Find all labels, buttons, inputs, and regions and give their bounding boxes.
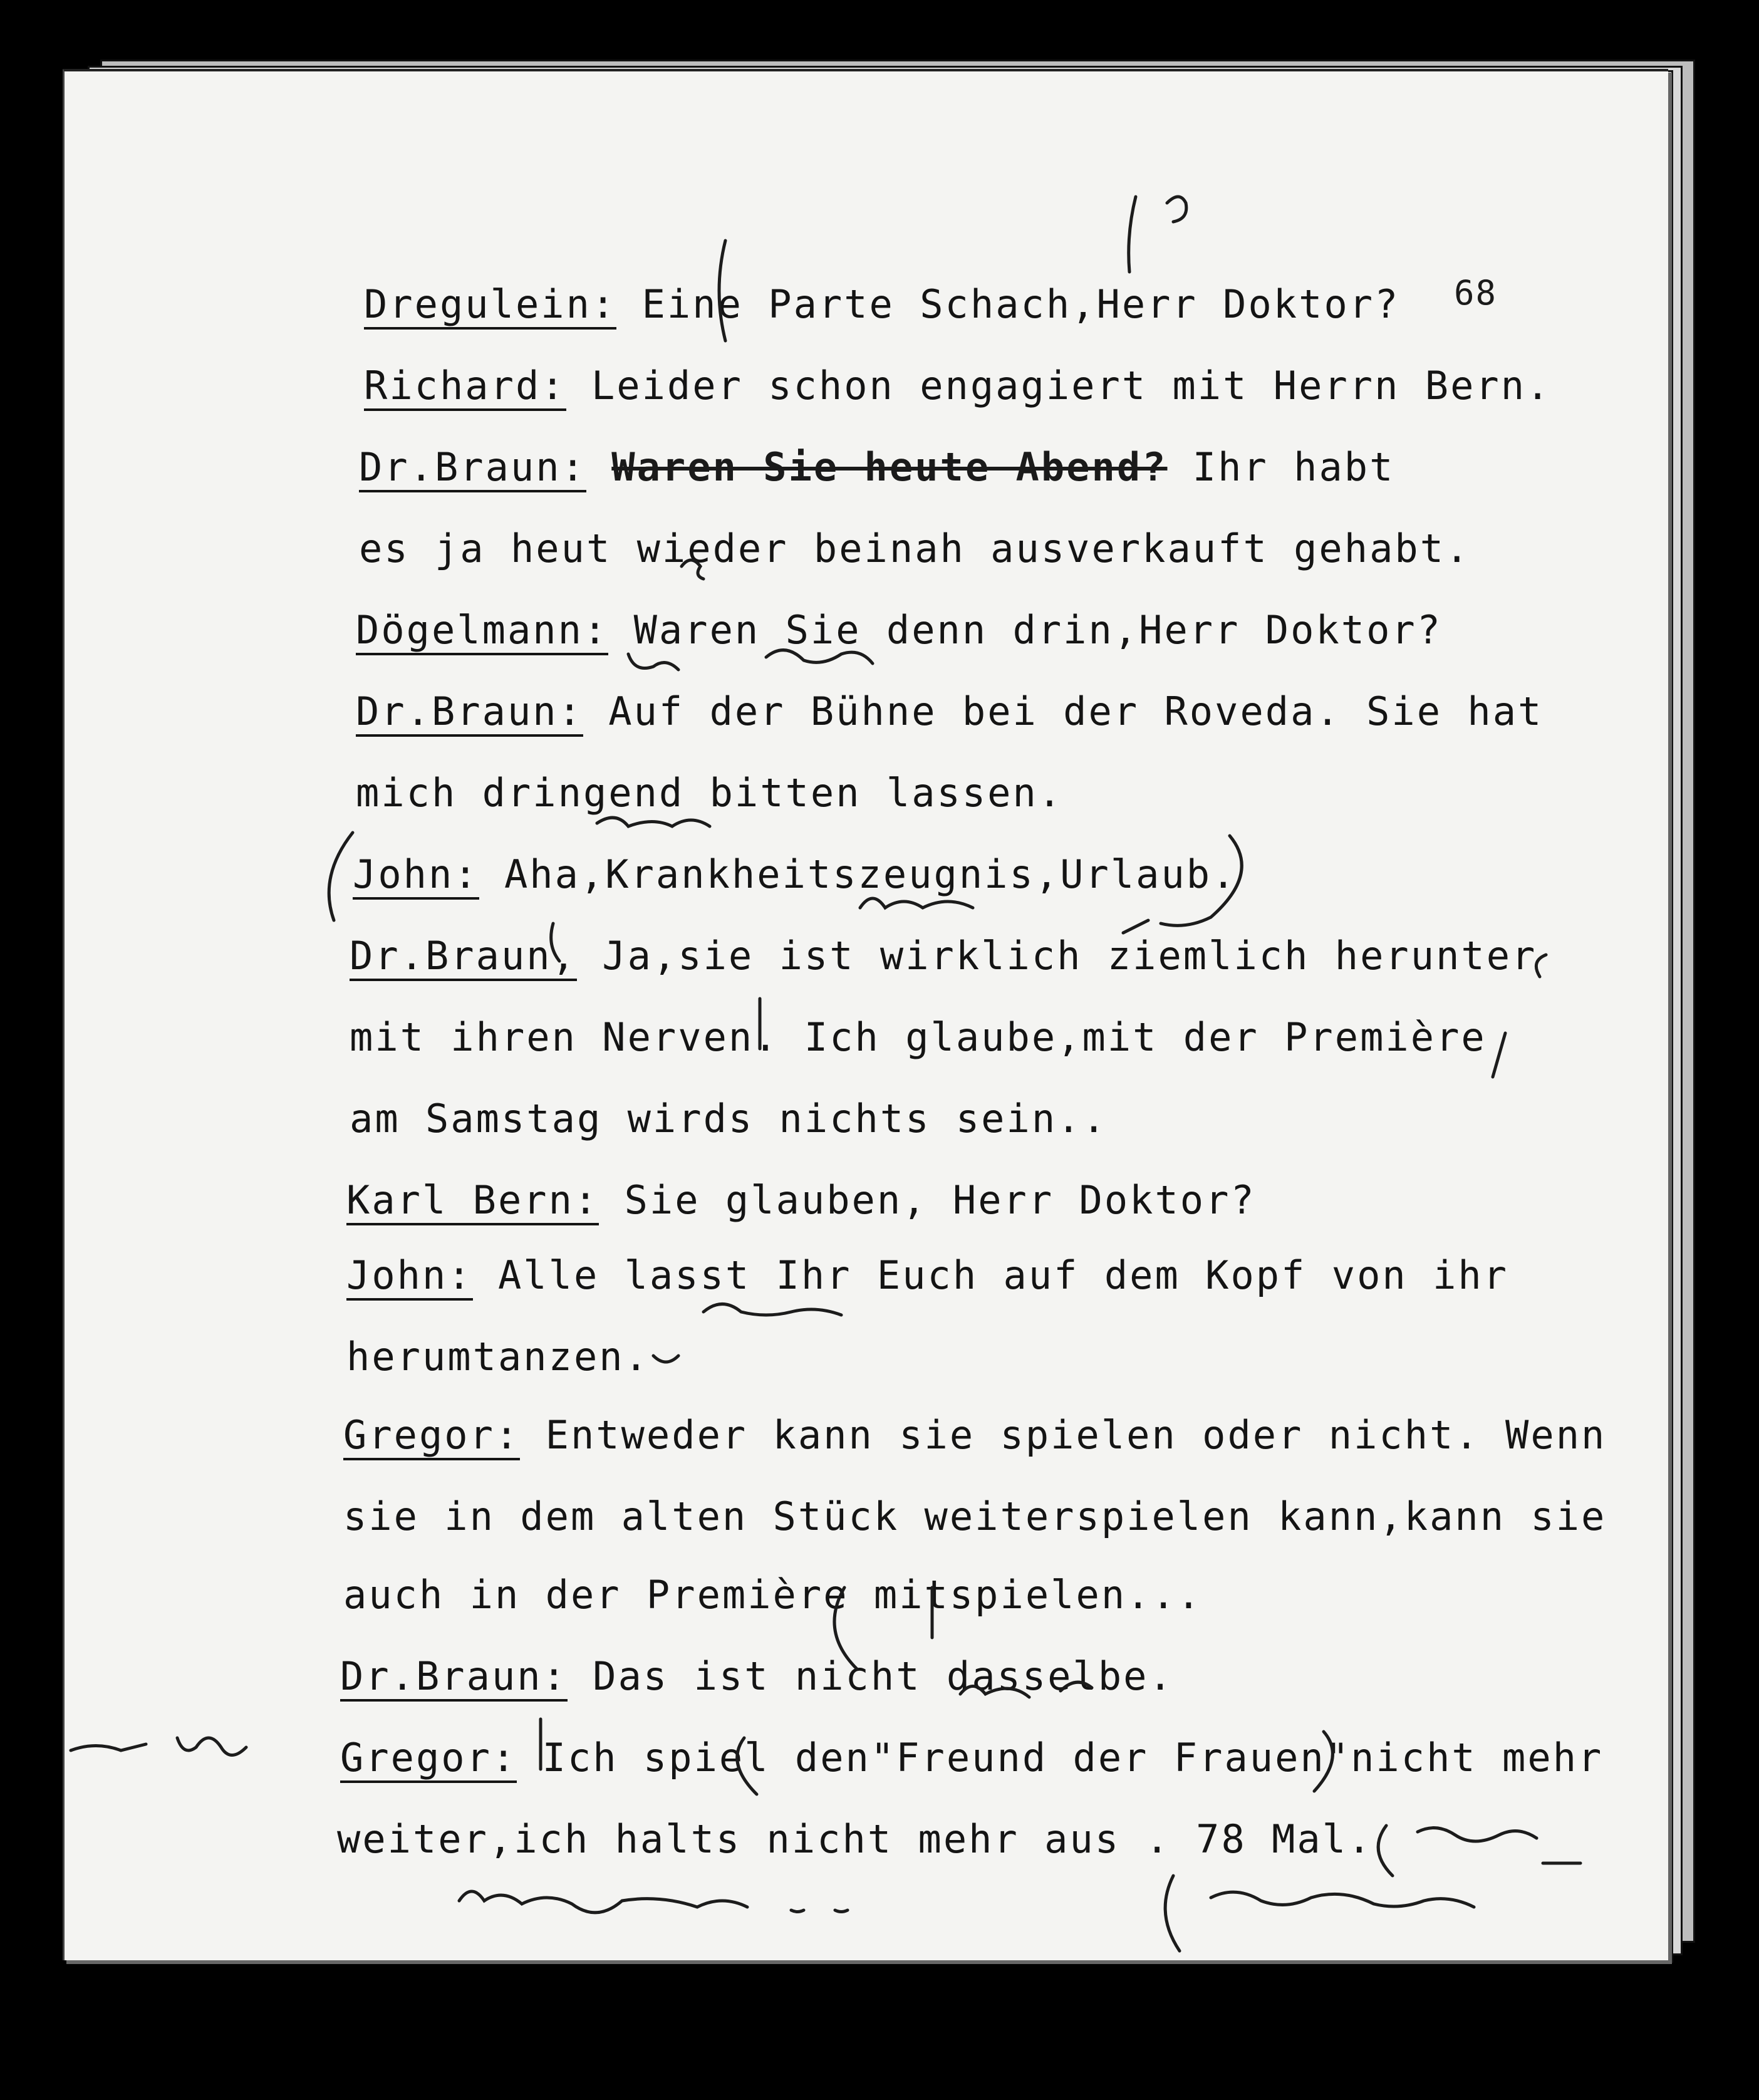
speaker-label: Dr.Braun: xyxy=(356,691,583,737)
line-text: Das ist nicht dasselbe. xyxy=(567,1653,1174,1699)
speaker-label: Dr.Braun, xyxy=(350,935,577,981)
speaker-label: Dregulein: xyxy=(364,284,616,330)
line-text: weiter,ich halts nicht mehr aus . 78 Mal. xyxy=(337,1816,1373,1862)
speaker-label: Karl Bern: xyxy=(346,1180,599,1225)
line-text: Entweder kann sie spielen oder nicht. Wenn xyxy=(520,1412,1607,1458)
line-text: herumtanzen. xyxy=(346,1334,650,1380)
line-text: Ich spiel den"Freund der Frauen"nicht mehr xyxy=(517,1735,1604,1780)
line-text: Aha,Krankheitszeugnis,Urlaub. xyxy=(479,851,1237,897)
line-text: Sie glauben, Herr Doktor? xyxy=(599,1177,1256,1223)
speaker-label: Gregor: xyxy=(340,1737,517,1783)
speaker-label: Dögelmann: xyxy=(356,610,608,655)
line-text: es ja heut wieder beinah ausverkauft gehabt. xyxy=(359,526,1471,571)
line-text: am Samstag wirds nichts sein.. xyxy=(350,1096,1108,1141)
line-text: mich dringend bitten lassen. xyxy=(356,770,1064,816)
line-text: Waren Sie denn drin,Herr Doktor? xyxy=(608,607,1443,653)
line-text: Auf der Bühne bei der Roveda. Sie hat xyxy=(583,689,1544,734)
line-text: Leider schon engagiert mit Herrn Bern. xyxy=(566,363,1552,408)
line-text: Ihr habt xyxy=(1167,444,1395,490)
struck-text: Waren Sie heute Abend? xyxy=(611,444,1168,490)
line-text: Alle lasst Ihr Euch auf dem Kopf von ihr xyxy=(472,1252,1509,1298)
speaker-label: Dr.Braun: xyxy=(359,447,586,492)
speaker-label: Gregor: xyxy=(343,1415,520,1460)
line-text: Ja,sie ist wirklich ziemlich herunter xyxy=(576,933,1537,979)
speaker-label: Richard: xyxy=(364,365,566,411)
handwritten-annotations xyxy=(65,71,1668,1960)
line-text: auch in der Première mitspielen... xyxy=(343,1572,1203,1618)
speaker-label: John: xyxy=(346,1255,473,1301)
line-text: mit ihren Nerven. Ich glaube,mit der Première xyxy=(350,1014,1487,1060)
line-text: Eine Parte Schach,Herr Doktor? xyxy=(616,281,1400,327)
page-number: 68 xyxy=(1454,273,1498,313)
typescript-page xyxy=(63,69,1668,1960)
speaker-label: Dr.Braun: xyxy=(340,1656,568,1702)
speaker-label: John: xyxy=(353,854,479,900)
line-text: sie in dem alten Stück weiterspielen kann,kann sie xyxy=(343,1494,1607,1539)
